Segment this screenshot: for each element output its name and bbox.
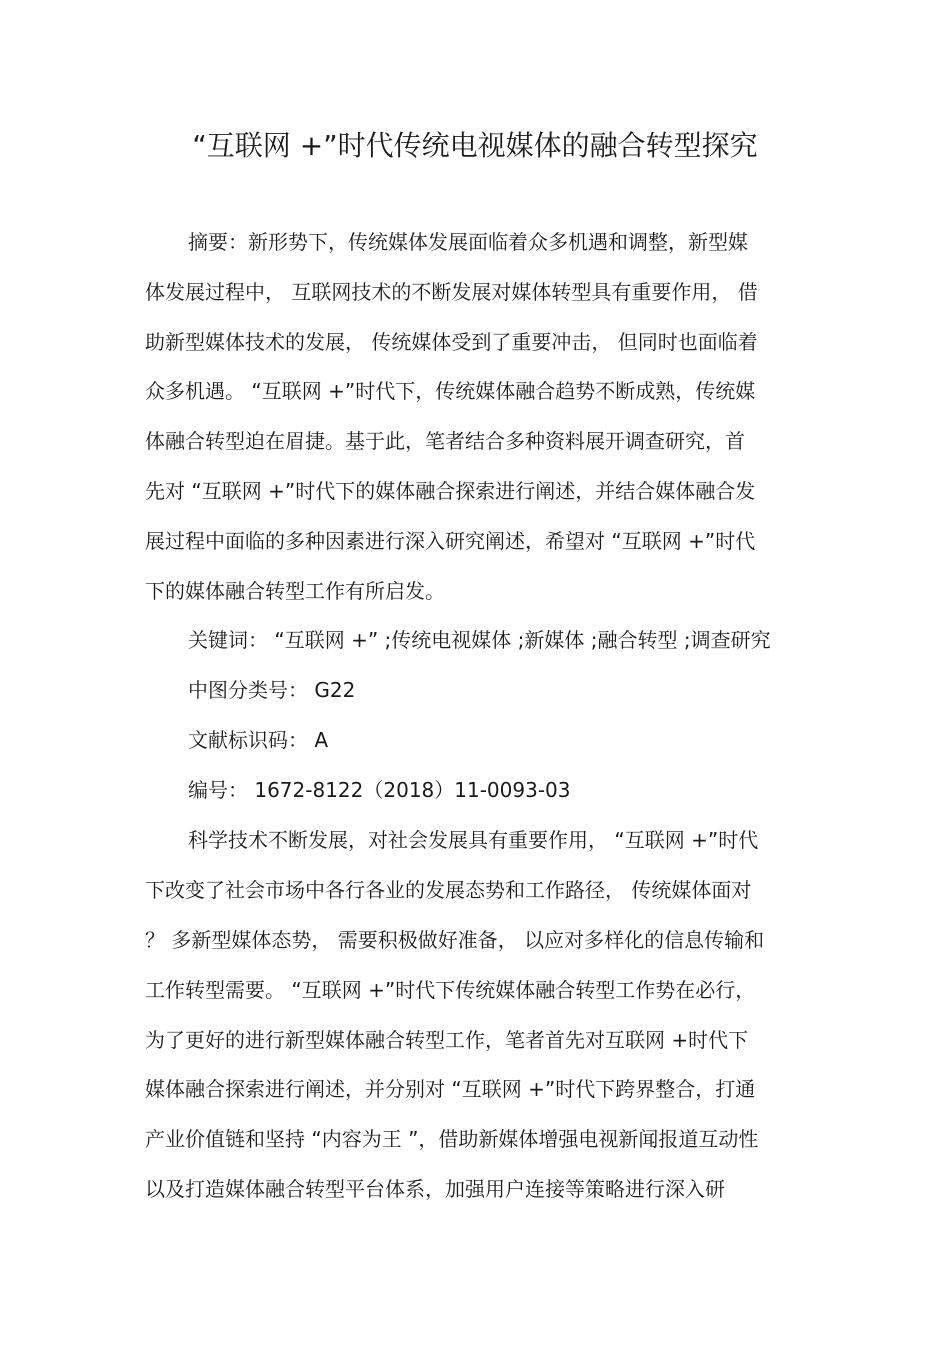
body-line: 科学技术不断发展，对社会发展具有重要作用， “互联网 +”时代 <box>188 828 759 852</box>
body-line: 下改变了社会市场中各行各业的发展态势和工作路径， 传统媒体面对 <box>145 878 752 902</box>
body-line: 以及打造媒体融合转型平台体系，加强用户连接等策略进行深入研 <box>145 1177 725 1201</box>
abstract-line: 先对 “互联网 +”时代下的媒体融合探索进行阐述，并结合媒体融合发 <box>145 479 756 503</box>
clc-number-line: 中图分类号： G22 <box>188 678 356 702</box>
abstract-line: 摘要：新形势下，传统媒体发展面临着众多机遇和调整，新型媒 <box>188 230 748 254</box>
abstract-line: 体融合转型迫在眉捷。基于此，笔者结合多种资料展开调查研究，首 <box>145 429 745 453</box>
body-line: 为了更好的进行新型媒体融合转型工作，笔者首先对互联网 +时代下 <box>145 1028 749 1052</box>
document-code-line: 文献标识码： A <box>188 728 329 752</box>
abstract-line: 助新型媒体技术的发展， 传统媒体受到了重要冲击， 但同时也面临着 <box>145 330 758 354</box>
keywords-line: 关键词： “互联网 +” ;传统电视媒体 ;新媒体 ;融合转型 ;调查研究 <box>188 628 771 652</box>
body-line: 工作转型需要。 “互联网 +”时代下传统媒体融合转型工作势在必行， <box>145 978 756 1002</box>
abstract-line: 体发展过程中， 互联网技术的不断发展对媒体转型具有重要作用， 借 <box>145 280 758 304</box>
body-line: ？ 多新型媒体态势， 需要积极做好准备， 以应对多样化的信息传输和 <box>145 928 765 952</box>
document-title: “互联网 +”时代传统电视媒体的融合转型探究 <box>192 129 758 162</box>
abstract-line: 众多机遇。 “互联网 +”时代下，传统媒体融合趋势不断成熟，传统媒 <box>145 379 756 403</box>
serial-number-line: 编号： 1672-8122（2018）11-0093-03 <box>188 778 571 802</box>
abstract-line: 下的媒体融合转型工作有所启发。 <box>145 579 445 603</box>
body-line: 产业价值链和坚持 “内容为王 ”，借助新媒体增强电视新闻报道互动性 <box>145 1127 759 1151</box>
abstract-line: 展过程中面临的多种因素进行深入研究阐述，希望对 “互联网 +”时代 <box>145 529 756 553</box>
body-line: 媒体融合探索进行阐述，并分别对 “互联网 +”时代下跨界整合，打通 <box>145 1077 756 1101</box>
